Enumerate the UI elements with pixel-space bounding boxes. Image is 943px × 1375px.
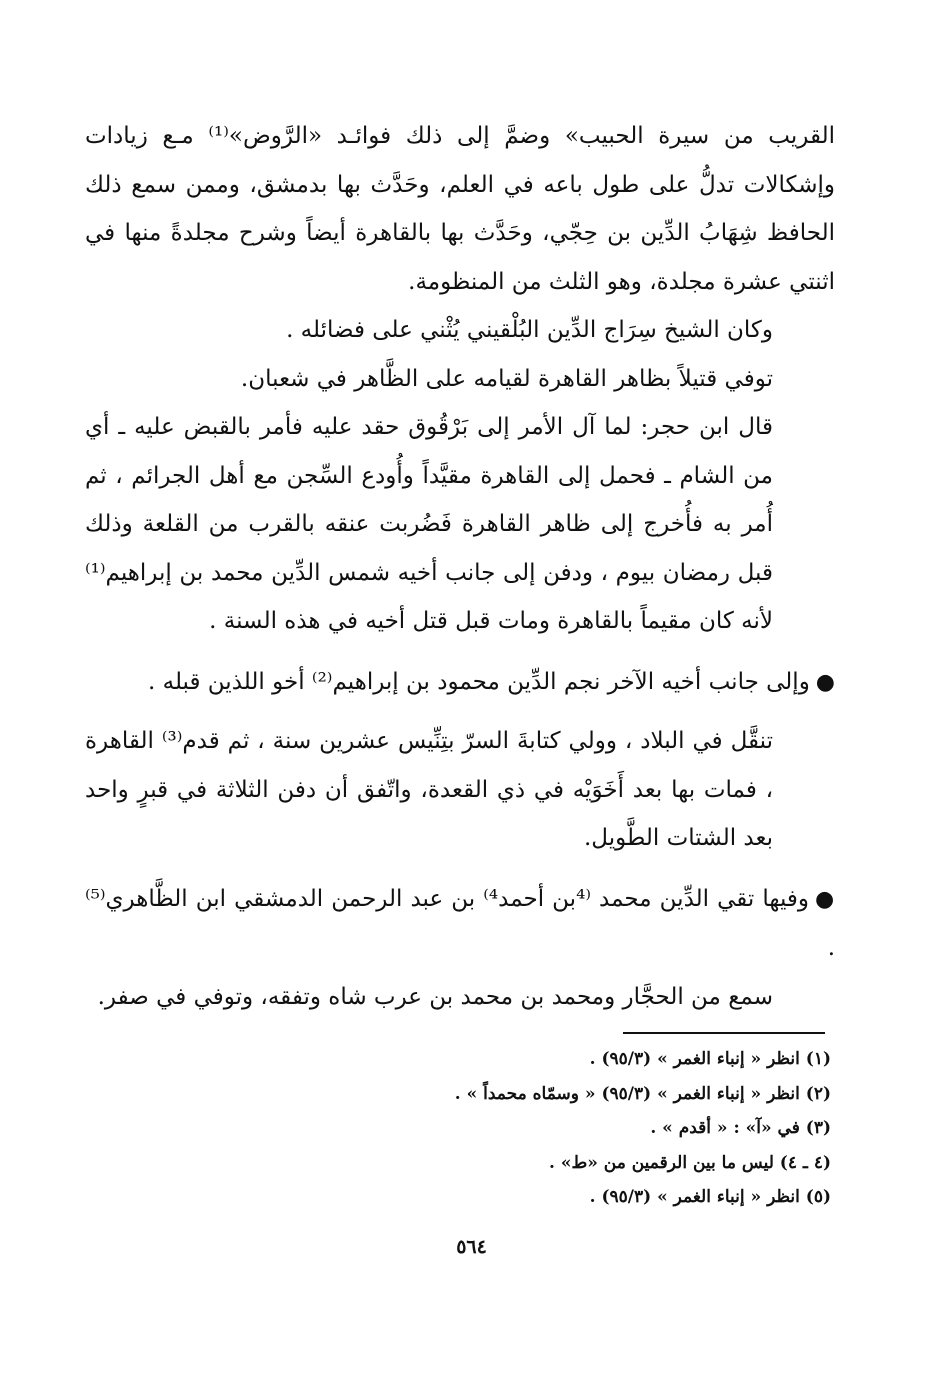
footnote-4: (٤ ـ ٤) ليس ما بين الرقمين من «ط» . — [549, 1152, 831, 1173]
paragraph-5 — [85, 658, 835, 708]
page-number: ٥٦٤ — [456, 1236, 487, 1258]
bullet-marker: ● — [815, 886, 836, 912]
paragraph-1: القريب من سيرة الحبيب» وضمَّ إلى ذلك فوائـد «الرَّوض»⁽¹⁾ مـع زيادات وإشكالات تدلُّ على طول باعه في العلم، وحَدَّث بها بدمشق، وممن سمع ذلك الحافظ شِهَابُ الدِّين بن حِجّي، وحَدَّث بها بالقاهرة أيضاً وشرح مجلدةً منها في اثنتي عشرة مجلدة، وهو الثلث من المنظومة. — [85, 123, 835, 295]
paragraph-2: وكان الشيخ سِرَاج الدِّين البُلْقيني يُثْني على فضائله . — [286, 317, 773, 343]
footnote-2: (٢) انظر « إنباء الغمر » (٩٥/٣) « وسمّاه محمداً » . — [454, 1083, 831, 1104]
footnote-3: (٣) في «آ» : « أقدم » . — [650, 1118, 831, 1138]
paragraph-5-text: وإلى جانب أخيه الآخر نجم الدِّين محمود بن إبراهيم⁽²⁾ أخو اللذين قبله . — [147, 668, 810, 695]
footnote-5: (٥) انظر « إنباء الغمر » (٩٥/٣) . — [589, 1187, 831, 1207]
paragraph-7 — [85, 875, 835, 973]
footnotes — [331, 1042, 831, 1215]
footnote-1: (١) انظر « إنباء الغمر » (٩٥/٣) . — [589, 1049, 831, 1069]
main-text — [85, 112, 835, 1021]
paragraph-8: سمع من الحجَّار ومحمد بن محمد بن عرب شاه وتفقه، وتوفي في صفر. — [97, 983, 773, 1010]
paragraph-7-text: وفيها تقي الدِّين محمد ⁽⁴بن أحمد⁴⁾ بن عبد الرحمن الدمشقي ابن الظَّاهري⁽⁵⁾ . — [85, 885, 835, 961]
paragraph-6: تنقَّل في البلاد ، وولي كتابةَ السرّ بتِنِّيس عشرين سنة ، ثم قدم⁽³⁾ القاهرة ، فمات بها بعد أَخَوَيْه في ذي القعدة، واتّفق أن دفن الثلاثة في قبرٍ واحد بعد الشتات الطَّويل. — [85, 728, 774, 851]
paragraph-4: قال ابن حجر: لما آل الأمر إلى بَرْقُوق حقد عليه فأمر بالقبض عليه ـ أي من الشام ـ فحمل إلى القاهرة مقيَّداً وأُودع السِّجن مع أهل الجرائم ، ثم أُمر به فأُخرج إلى ظاهر القاهرة فَضُربت عنقه بالقرب من القلعة وذلك قبل رمضان بيوم ، ودفن إلى جانب أخيه شمس الدِّين محمد بن إبراهيم⁽¹⁾ لأنه كان مقيماً بالقاهرة ومات قبل قتل أخيه في هذه السنة . — [85, 414, 773, 634]
footnote-divider — [623, 1032, 825, 1034]
paragraph-3: توفي قتيلاً بظاهر القاهرة لقيامه على الظَّاهر في شعبان. — [240, 365, 773, 392]
bullet-marker: ● — [815, 669, 835, 695]
